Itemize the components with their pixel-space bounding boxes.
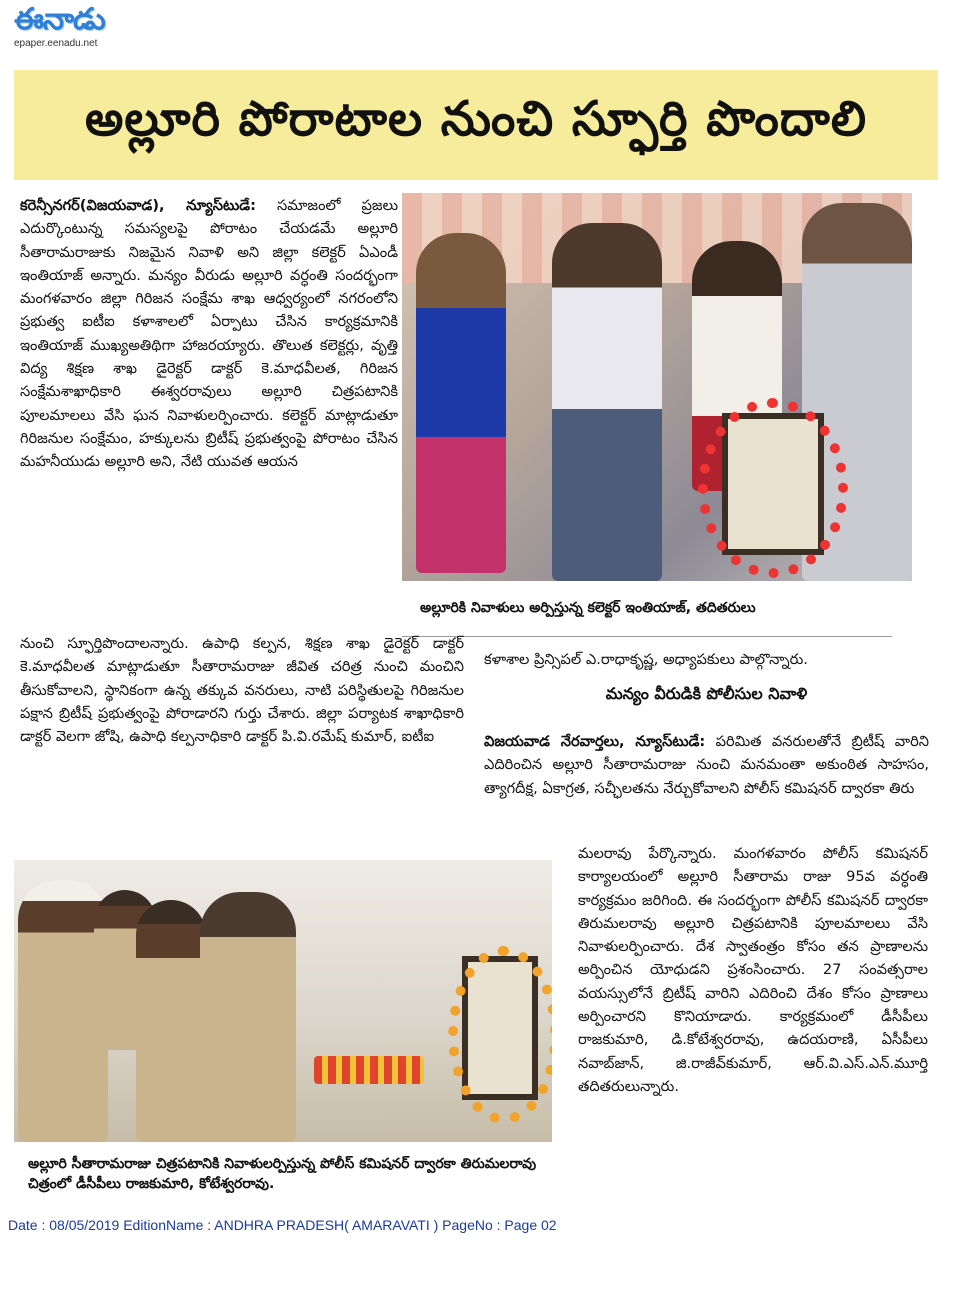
story2-subhead: మన్యం వీరుడికి పోలీసుల నివాళి <box>605 684 808 703</box>
flower-garland <box>698 398 848 578</box>
story2-dateline: విజయవాడ నేరవార్తలు, న్యూస్‌టుడే: <box>484 733 706 750</box>
headline: అల్లూరి పోరాటాల నుంచి స్ఫూర్తి పొందాలి <box>85 91 867 147</box>
flower-garland-police <box>448 946 552 1124</box>
story1-photo <box>402 193 912 581</box>
story1-photo-caption: అల్లూరికి నివాళులు అర్పిస్తున్న కలెక్టర్ ఇంతియాజ్, తదితరులు <box>420 600 756 616</box>
story2-paragraph-narrow: మలరావు పేర్కొన్నారు. మంగళవారం పోలీస్ కమిషనర్ కార్యాలయంలో అల్లూరి సీతారామ రాజు 95వ వర్ధంతి కార్యక్రమం జరిగింది. ఈ సందర్భంగా పోలీస్ కమిషనర్ ద్వారకా తిరుమలరావు అల్లూరి చిత్రపటానికి పూలమాలలు వేసి నివాళులర్పించారు. దేశ స్వాతంత్రం కోసం తన ప్రాణాలను అర్పించిన యోధుడని ప్రశంసించారు. 27 సంవత్సరాల వయస్సులోనే బ్రిటీష్ వారిని ఎదిరించి దేశం కోసం ప్రాణాలు అర్పించారని కొనియాడారు. కార్యక్రమంలో డీసీపీలు రాజకుమారి, డి.కోటేశ్వరరావు, ఉదయరాణి, ఏసీపీలు నవాబ్‌జాన్, జి.రాజీవ్‌కుమార్, ఆర్.వి.ఎస్.ఎన్.మూర్తి తదితరులున్నారు. <box>578 845 928 1095</box>
story1-paragraph-bottom: నుంచి స్ఫూర్తిపొందాలన్నారు. ఉపాధి కల్పన, శిక్షణ శాఖ డైరెక్టర్ డాక్టర్ కె.మాధవీలత మాట్లాడుతూ సీతారామరాజు జీవిత చరిత్ర నుంచి మంచిని తీసుకోవాలని, స్థానికంగా ఉన్న తక్కువ వనరులు, నాటి పరిస్థితులపై గిరిజనుల పక్షాన బ్రిటీష్ ప్రభుత్వంపై పోరాడారని గుర్తు చేశారు. జిల్లా పర్యాటక శాఖాధికారి డాక్టర్ వెలగా జోషి, ఉపాధి కల్పనాధికారి డాక్టర్ పి.వి.రమేష్ కుమార్, ఐటీఐ <box>20 635 464 746</box>
story1-continuation: కళాశాల ప్రిన్సిపల్ ఎ.రాధాకృష్ణ, అధ్యాపకులు పాల్గొన్నారు. <box>484 651 808 668</box>
person-commissioner <box>200 892 296 1142</box>
person-officer-woman <box>136 900 206 1142</box>
edition-footer: Date : 08/05/2019 EditionName : ANDHRA PRADESH( AMARAVATI ) PageNo : Page 02 <box>8 1217 557 1233</box>
story1-body-top <box>20 194 398 474</box>
story2-body-wide <box>484 730 929 800</box>
story2-photo-caption: అల్లూరి సీతారామరాజు చిత్రపటానికి నివాళులర్పిస్తున్న పోలీస్ కమిషనర్ ద్వారకా తిరుమలరావు చిత్రంలో డీసీపీలు రాజకుమారి, కోటేశ్వరరావు. <box>28 1156 537 1192</box>
site-url: epaper.eenadu.net <box>14 38 98 49</box>
divider <box>402 636 892 637</box>
person-woman-saree <box>416 233 506 573</box>
masthead-logo <box>14 4 144 52</box>
story2-photo <box>14 860 552 1142</box>
story1-paragraph-top: సమాజంలో ప్రజలు ఎదుర్కొంటున్న సమస్యలపై పోరాటం చేయడమే అల్లూరి సీతారామరాజుకు నిజమైన నివాళి అని జిల్లా కలెక్టర్ ఏఎండీ ఇంతియాజ్ అన్నారు. మన్యం వీరుడు అల్లూరి వర్ధంతి సందర్భంగా మంగళవారం జిల్లా గిరిజన సంక్షేమ శాఖ ఆధ్వర్యంలో నగరంలోని ప్రభుత్వ ఐటీఐ కళాశాలలో ఏర్పాటు చేసిన కార్యక్రమానికి ఇంతియాజ్ ముఖ్యఅతిథిగా హాజరయ్యారు. తొలుత కలెక్టర్లు, వృత్తి విద్య శిక్షణ శాఖ డైరెక్టర్ డాక్టర్ కె.మాధవీలత, గిరిజన సంక్షేమశాఖాధికారి ఈశ్వరరావులు అల్లూరి చిత్రపటానికి పూలమాలలు వేసి ఘన నివాళులర్పించారు. కలెక్టర్ మాట్లాడుతూ గిరిజనుల సంక్షేమం, హక్కులను బ్రిటీష్ ప్రభుత్వంపై పోరాటం చేసిన మహనీయుడు అల్లూరి అని, నేటి యువత ఆయన <box>20 197 398 471</box>
story1-dateline: కరెన్సీనగర్(విజయవాడ), న్యూస్‌టుడే: <box>20 197 256 214</box>
flower-tray <box>314 1056 424 1084</box>
headline-band <box>14 70 938 180</box>
logo-wordmark: ఈనాడు <box>14 2 105 37</box>
story2-paragraph-wide: పరిమిత వనరులతోనే బ్రిటీష్ వారిని ఎదిరించిన అల్లూరి సీతారామరాజు నుంచి మనమంతా అకుంఠిత సాహసం, త్యాగదీక్ష, ఏకాగ్రత, సచ్ఛీలతను నేర్చుకోవాలని పోలీస్ కమిషనర్ ద్వారకా తిరు <box>484 733 929 797</box>
person-collector <box>552 223 662 581</box>
